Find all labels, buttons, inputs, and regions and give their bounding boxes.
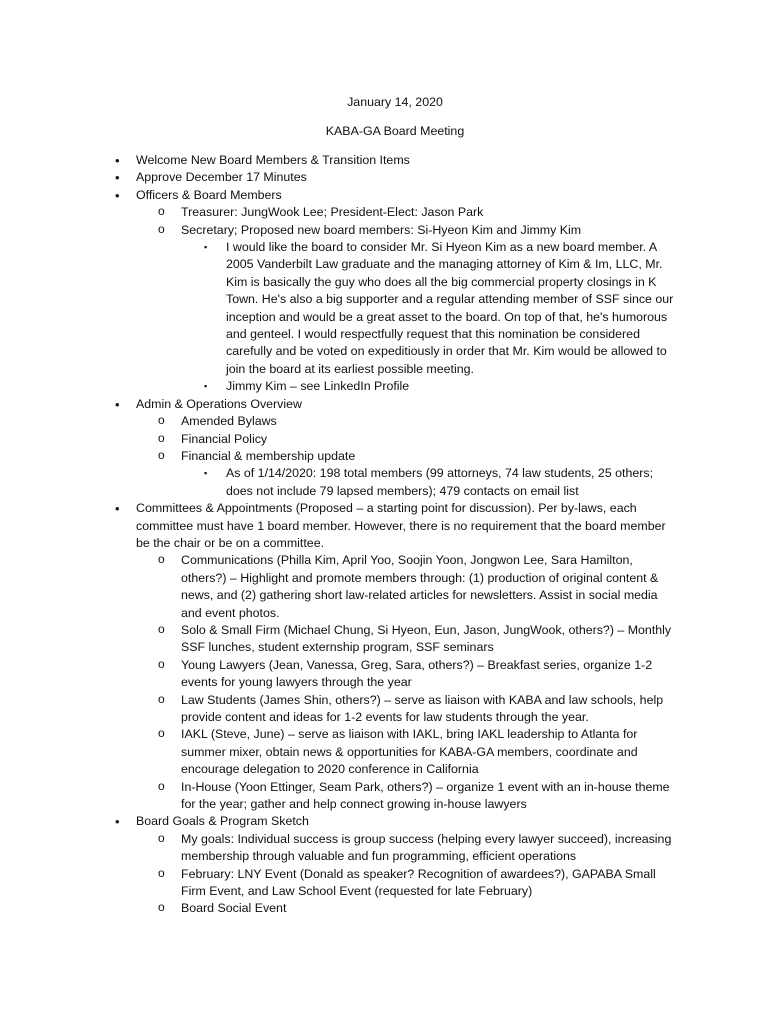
agenda-item-text: Welcome New Board Members & Transition Items xyxy=(136,153,410,167)
agenda-item-text: Board Goals & Program Sketch xyxy=(136,814,309,829)
agenda-body xyxy=(0,152,770,918)
agenda-item-level-1 xyxy=(0,813,770,917)
agenda-item-text: Solo & Small Firm (Michael Chung, Si Hyeon, Eun, Jason, JungWook, others?) – Monthly SSF lunches, student externship program, SSF seminars xyxy=(181,622,672,655)
agenda-item-level-3 xyxy=(0,239,680,378)
agenda-item-text: Approve December 17 Minutes xyxy=(136,170,307,185)
bullet-marker: o xyxy=(158,447,165,462)
agenda-item-text: Amended Bylaws xyxy=(181,414,277,429)
agenda-item-text: Officers & Board Members xyxy=(136,187,282,202)
agenda-item-text: IAKL (Steve, June) – serve as liaison with IAKL, bring IAKL leadership to Atlanta for summer mixer, obtain news & opportunities for KABA-GA members, coordinate and encourage delegation to 2020 conference in California xyxy=(181,727,638,777)
bullet-marker: • xyxy=(115,814,120,830)
bullet-marker: • xyxy=(115,187,120,203)
agenda-item-text: My goals: Individual success is group success (helping every lawyer succeed), increasing membership through valuable and fun programming, efficient operations xyxy=(181,831,672,864)
agenda-item-level-1 xyxy=(0,169,770,186)
agenda-item-text: Committees & Appointments (Proposed – a starting point for discussion). Per by-laws, each committee must have 1 board member. However, there is no requirement that the board member be the chair or be on a committee. xyxy=(136,501,666,550)
sub-list xyxy=(181,239,680,396)
bullet-marker: o xyxy=(158,413,165,428)
bullet-marker: o xyxy=(158,900,165,915)
agenda-item-level-2 xyxy=(0,222,680,396)
agenda-item-level-2 xyxy=(0,692,680,727)
bullet-marker: ▪ xyxy=(204,468,208,479)
bullet-marker: • xyxy=(115,501,120,517)
agenda-item-level-3 xyxy=(0,378,680,395)
bullet-marker: o xyxy=(158,430,165,445)
agenda-item-text: February: LNY Event (Donald as speaker? Recognition of awardees?), GAPABA Small Firm Event, and Law School Event (requested for late February) xyxy=(181,866,656,899)
bullet-marker: ▪ xyxy=(204,242,208,253)
sub-list xyxy=(181,465,680,500)
meeting-title: KABA-GA Board Meeting xyxy=(325,124,465,138)
agenda-item-text: Law Students (James Shin, others?) – serve as liaison with KABA and law schools, help provide content and ideas for 1-2 events for law students through the year. xyxy=(181,692,664,724)
agenda-item-text: Communications (Philla Kim, April Yoo, Soojin Yoon, Jongwon Lee, Sara Hamilton, others?) – Highlight and promote members through: (1) production of original content & news, and (2) gathering short law-related articles for newsletters. Assist in social media and event photos. xyxy=(181,553,659,620)
agenda-item-level-1 xyxy=(0,187,770,396)
bullet-marker: o xyxy=(158,656,165,671)
agenda-item-level-1 xyxy=(0,152,770,169)
bullet-marker: • xyxy=(115,396,120,412)
agenda-item-text: Admin & Operations Overview xyxy=(136,396,302,411)
bullet-marker: o xyxy=(158,726,165,741)
agenda-item-level-2 xyxy=(0,413,680,430)
agenda-item-text: In-House (Yoon Ettinger, Seam Park, others?) – organize 1 event with an in-house theme for the year; gather and help connect growing in-house lawyers xyxy=(181,779,670,812)
agenda-item-level-2 xyxy=(0,657,680,692)
agenda-item-text: I would like the board to consider Mr. Si Hyeon Kim as a new board member. A 2005 Vanderbilt Law graduate and the managing attorney of Kim & Im, LLC, Mr. Kim is basically the guy who does all the big commercial property closings in K Town. He's also a big supporter and a regular attending member of SSF since our inception and would be a great asset to the board. On top of that, he's humorous and genteel. I would respectfully request that this nomination be considered carefully and be voted on expeditiously in order that Mr. Kim would be allowed to join the board at its earliest possible meeting. xyxy=(226,240,674,376)
agenda-item-text: Financial Policy xyxy=(181,431,268,446)
sub-list xyxy=(136,413,680,500)
agenda-item-text: Financial & membership update xyxy=(181,448,356,463)
agenda-item-text: Board Social Event xyxy=(181,901,287,916)
agenda-item-level-1 xyxy=(0,500,770,813)
agenda-item-level-2 xyxy=(0,552,680,622)
agenda-item-level-2 xyxy=(0,622,680,657)
sub-list xyxy=(136,204,680,395)
agenda-item-text: Young Lawyers (Jean, Vanessa, Greg, Sara, others?) – Breakfast series, organize 1-2 events for young lawyers through the year xyxy=(181,657,653,690)
agenda-item-level-2 xyxy=(0,866,680,901)
bullet-marker: o xyxy=(158,865,165,880)
agenda-item-level-2 xyxy=(0,726,680,778)
agenda-item-level-2 xyxy=(0,204,680,221)
bullet-marker: o xyxy=(158,552,165,567)
agenda-item-text: As of 1/14/2020: 198 total members (99 attorneys, 74 law students, 25 others; does not include 79 lapsed members); 479 contacts on email list xyxy=(226,466,654,498)
bullet-marker: o xyxy=(158,691,165,706)
bullet-marker: o xyxy=(158,830,165,845)
agenda-item-level-2 xyxy=(0,431,680,448)
bullet-marker: • xyxy=(115,170,120,186)
bullet-marker: o xyxy=(158,621,165,636)
bullet-marker: o xyxy=(158,778,165,793)
bullet-marker: o xyxy=(158,204,165,219)
bullet-marker: • xyxy=(115,153,120,168)
sub-list xyxy=(136,831,680,918)
agenda-item-level-2 xyxy=(0,831,680,866)
agenda-item-level-2 xyxy=(0,448,680,500)
bullet-marker: o xyxy=(158,221,165,236)
meeting-date: January 14, 2020 xyxy=(347,95,443,109)
agenda-item-level-3 xyxy=(0,465,680,500)
bullet-marker: ▪ xyxy=(204,381,208,392)
agenda-item-level-2 xyxy=(0,900,680,917)
agenda-list xyxy=(0,152,770,918)
agenda-item-text: Treasurer: JungWook Lee; President-Elect: Jason Park xyxy=(181,205,484,220)
agenda-item-text: Secretary; Proposed new board members: Si-Hyeon Kim and Jimmy Kim xyxy=(181,222,582,237)
agenda-item-level-2 xyxy=(0,779,680,814)
agenda-item-level-1 xyxy=(0,396,770,500)
sub-list xyxy=(136,552,680,813)
agenda-item-text: Jimmy Kim – see LinkedIn Profile xyxy=(226,379,410,394)
